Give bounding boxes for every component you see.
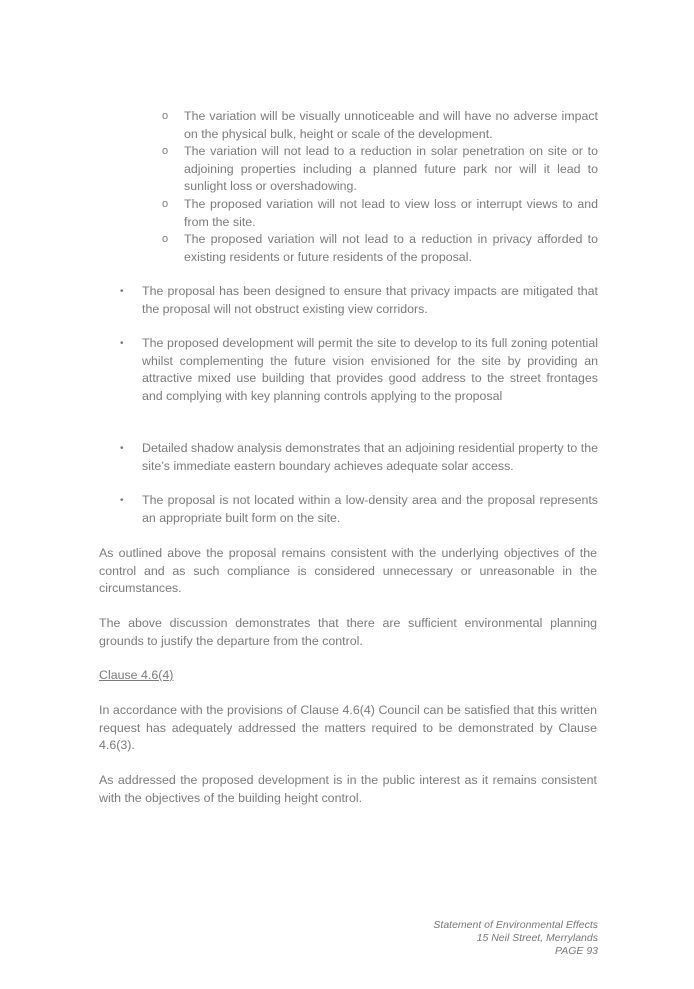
bullet-item [118, 440, 598, 475]
sub-bullet-item [162, 108, 598, 143]
dot-bullet-icon: • [120, 495, 124, 506]
sub-bullet-item [162, 231, 598, 266]
footer-address: 15 Neil Street, Merrylands [476, 932, 598, 944]
sub-bullet-text: The proposed variation will not lead to view loss or interrupt views to and from the site. [184, 196, 598, 229]
circle-bullet-icon: o [162, 197, 169, 210]
bullet-text: Detailed shadow analysis demonstrates that an adjoining residential property to the site’s immediate eastern boundary achieves adequate solar access. [142, 441, 598, 473]
paragraph: As addressed the proposed development is in the public interest as it remains consistent with the objectives of the building height control. [99, 773, 597, 805]
sub-bullet-text: The variation will not lead to a reduction in solar penetration on site or to adjoining properties including a planned future park nor will it lead to sunlight loss or overshadowing. [184, 144, 598, 194]
bullet-text: The proposal has been designed to ensure that privacy impacts are mitigated that the proposal will not obstruct existing view corridors. [142, 284, 598, 316]
sub-bullet-item [162, 196, 598, 231]
paragraph: In accordance with the provisions of Clause 4.6(4) Council can be satisfied that this written request has adequately addressed the matters required to be demonstrated by Clause 4.6(3). [99, 703, 597, 753]
bullet-item [118, 283, 598, 318]
bullet-text: The proposed development will permit the site to develop to its full zoning potential whilst complementing the future vision envisioned for the site by providing an attractive mixed use building that provides good address to the street frontages and complying with key planning controls applying to the proposal [142, 336, 598, 403]
bullet-list [118, 283, 598, 318]
sub-bullet-text: The proposed variation will not lead to a reduction in privacy afforded to existing residents or future residents of the proposal. [184, 232, 598, 264]
footer-document-title: Statement of Environmental Effects [433, 919, 598, 931]
circle-bullet-icon: o [162, 145, 169, 158]
bullet-item [118, 492, 598, 527]
section-heading: Clause 4.6(4) [99, 668, 174, 682]
circle-bullet-icon: o [162, 233, 169, 246]
footer-page-number: PAGE 93 [555, 945, 598, 957]
sub-bullet-text: The variation will be visually unnoticeable and will have no adverse impact on the physical bulk, height or scale of the development. [184, 109, 598, 141]
circle-bullet-icon: o [162, 110, 169, 122]
bullet-item [118, 335, 598, 405]
dot-bullet-icon: • [120, 443, 124, 454]
dot-bullet-icon: • [120, 338, 124, 349]
bullet-list [118, 492, 598, 527]
bullet-list [118, 335, 598, 405]
bullet-text: The proposal is not located within a low-density area and the proposal represents an appropriate built form on the site. [142, 493, 598, 525]
page-footer [433, 919, 598, 958]
sub-bullet-item [162, 143, 598, 196]
sub-bullet-list [162, 108, 598, 266]
bullet-list [118, 440, 598, 475]
paragraph: As outlined above the proposal remains consistent with the underlying objectives of the control and as such compliance is considered unnecessary or unreasonable in the circumstances. [99, 546, 597, 596]
paragraph: The above discussion demonstrates that there are sufficient environmental planning grounds to justify the departure from the control. [99, 616, 597, 648]
dot-bullet-icon: • [120, 286, 124, 297]
